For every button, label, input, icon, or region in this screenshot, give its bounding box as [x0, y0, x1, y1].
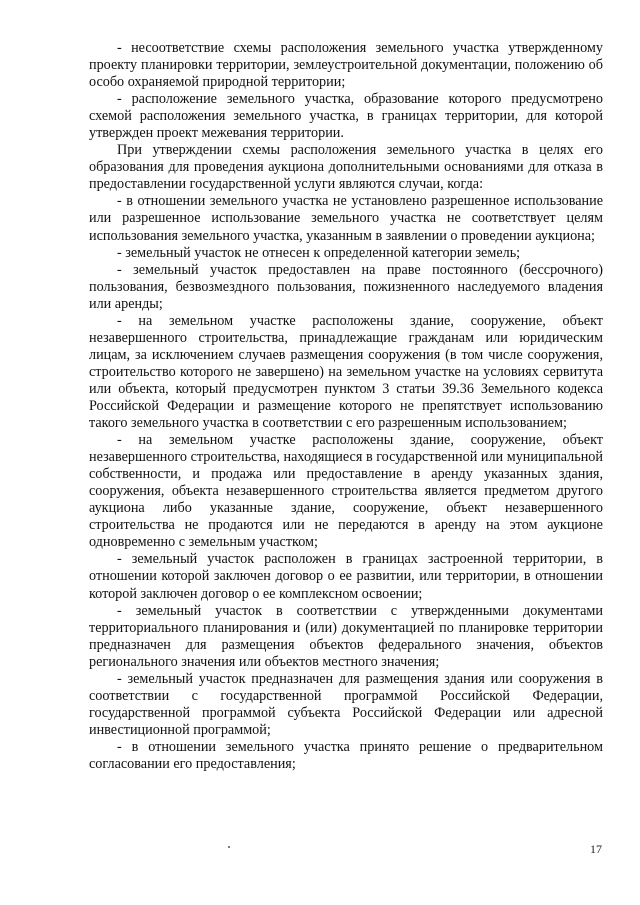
paragraph-7: - на земельном участке расположены здание, сооружение, объект незавершенного строительства, принадлежащие гражданам или юридическим лицам, за исключением случаев размещения сооружения (в том числе сооружения, строительство которого не завершено) на земельном участке на условиях сервитута или объекта, который предусмотрен пунктом 3 статьи 39.36 Земельного кодекса Российской Федерации и размещение которого не препятствует использованию такого земельного участка в соответствии с его разрешенным использованием; — [89, 312, 603, 432]
scan-speck — [228, 846, 230, 848]
page-number: 17 — [590, 842, 602, 856]
paragraph-3: При утверждении схемы расположения земельного участка в целях его образования для проведения аукциона дополнительными основаниями для отказа в предоставлении государственной услуги являются случаи, когда: — [89, 142, 603, 193]
paragraph-6: - земельный участок предоставлен на праве постоянного (бессрочного) пользования, безвозмездного пользования, пожизненного наследуемого владения или аренды; — [89, 261, 603, 312]
paragraph-11: - земельный участок предназначен для размещения здания или сооружения в соответствии с государственной программой Российской Федерации, государственной программой субъекта Российской Федерации или адресной инвестиционной программой; — [89, 670, 603, 738]
paragraph-10: - земельный участок в соответствии с утвержденными документами территориального планирования и (или) документацией по планировке территории предназначен для размещения объектов федерального значения, объектов регионального значения или объектов местного значения; — [89, 602, 603, 670]
document-body — [89, 40, 603, 773]
paragraph-2: - расположение земельного участка, образование которого предусмотрено схемой расположения земельного участка, в границах территории, для которой утвержден проект межевания территории. — [89, 91, 603, 142]
paragraph-12: - в отношении земельного участка принято решение о предварительном согласовании его предоставления; — [89, 738, 603, 772]
paragraph-1: - несоответствие схемы расположения земельного участка утвержденному проекту планировки территории, землеустроительной документации, положению об особо охраняемой природной территории; — [89, 40, 603, 91]
paragraph-9: - земельный участок расположен в границах застроенной территории, в отношении которой заключен договор о ее развитии, или территории, в отношении которой заключен договор о ее комплексном освоении; — [89, 551, 603, 602]
paragraph-4: - в отношении земельного участка не установлено разрешенное использование или разрешенное использование земельного участка не соответствует целям использования земельного участка, указанным в заявлении о проведении аукциона; — [89, 193, 603, 244]
paragraph-5: - земельный участок не отнесен к определенной категории земель; — [117, 244, 521, 261]
paragraph-8: - на земельном участке расположены здание, сооружение, объект незавершенного строительства, находящиеся в государственной или муниципальной собственности, и продажа или предоставление в аренду указанных здания, сооружения, объекта незавершенного строительства является предметом другого аукциона либо указанные здание, сооружение, объект незавершенного строительства не продаются или не передаются в аренду на этом аукционе одновременно с земельным участком; — [89, 432, 603, 551]
